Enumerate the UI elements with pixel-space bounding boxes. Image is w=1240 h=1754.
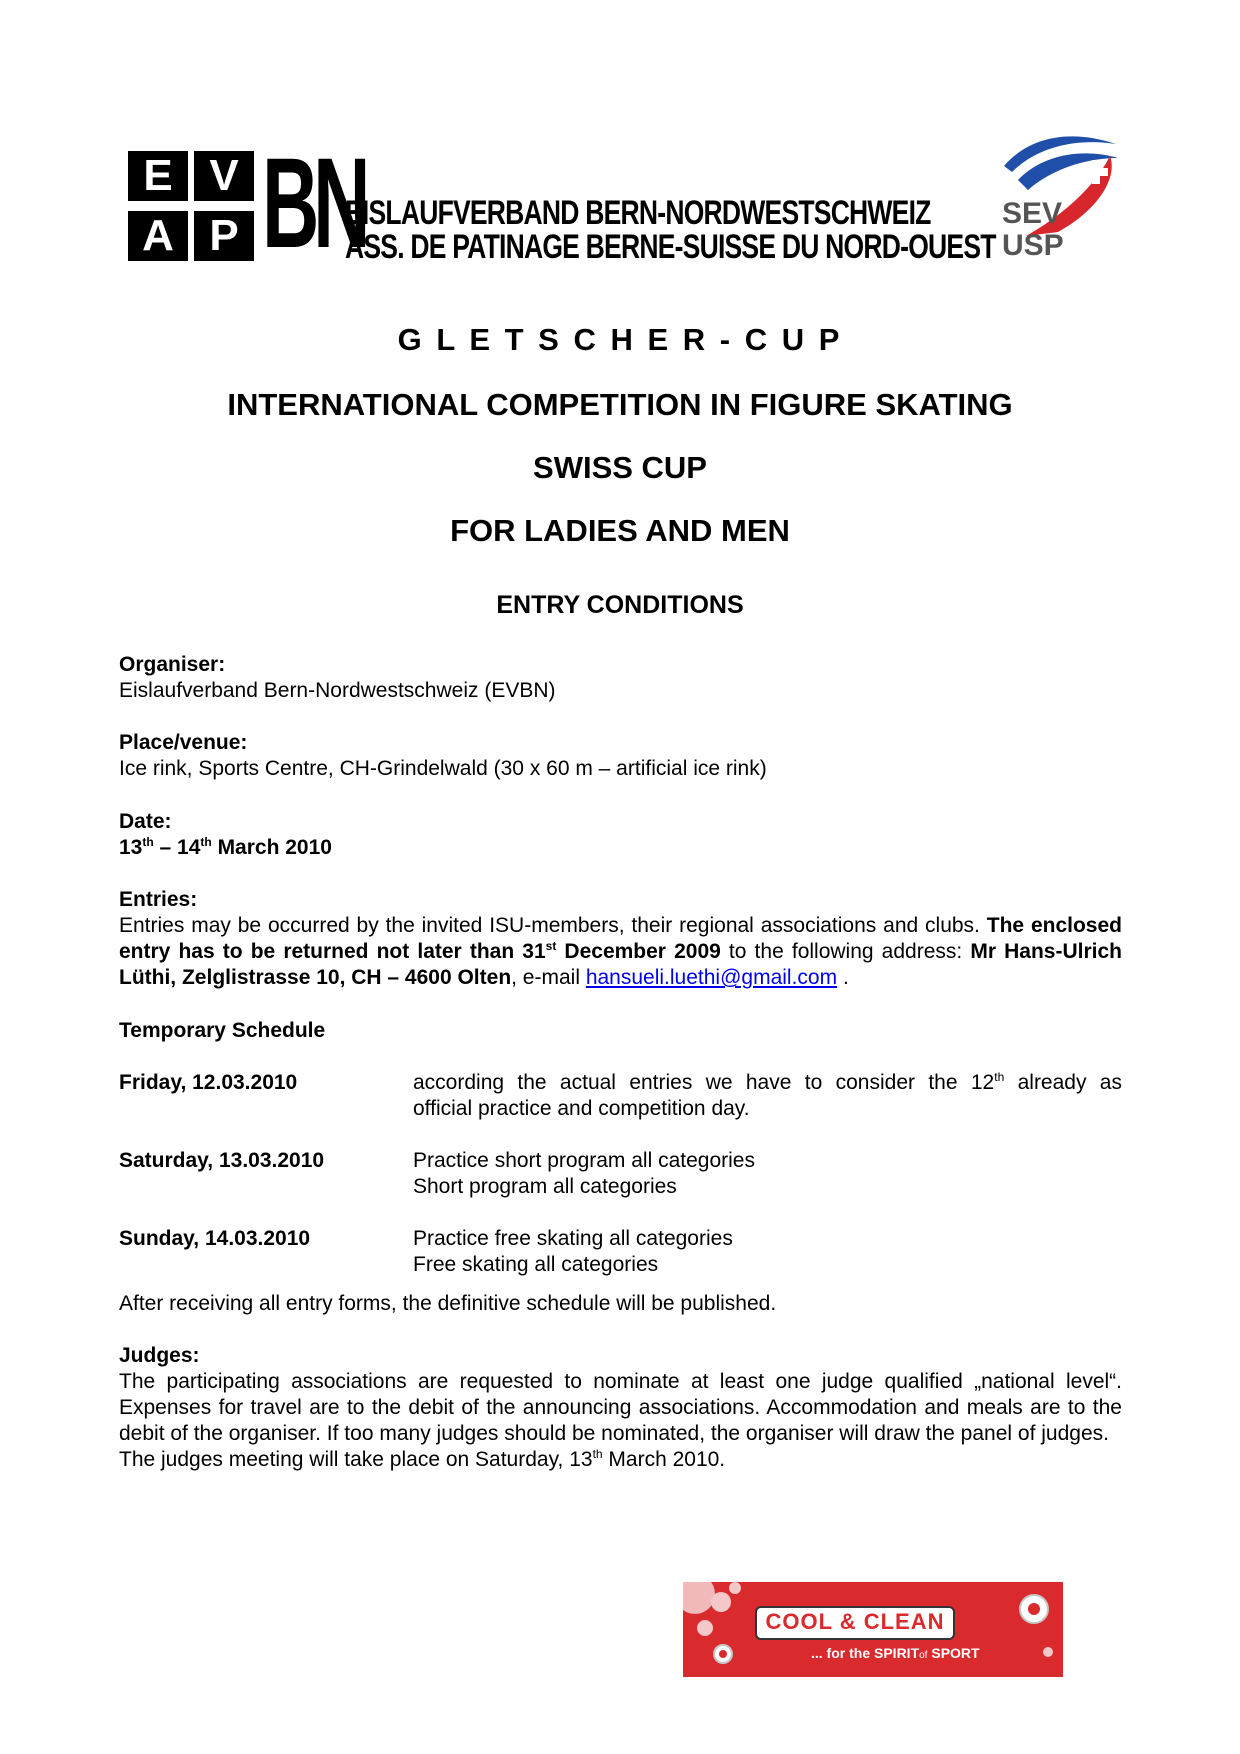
venue-value: Ice rink, Sports Centre, CH-Grindelwald (30 x 60 m – artificial ice rink) (119, 757, 767, 780)
association-name-de: EISLAUFVERBAND BERN-NORDWESTSCHWEIZ (345, 194, 931, 232)
cool-and-clean-logo (683, 1582, 1063, 1677)
judges-text: The participating associations are requested to nominate at least one judge qualified „national level“. Expenses for travel are to the debit of the announcing associations. Accommodation and meals are to the debit of the organiser. If too many judges should be nominated, the organiser will draw the panel of judges. (119, 1370, 1122, 1445)
subtitle-swiss-cup: SWISS CUP (533, 450, 707, 485)
schedule-label: Temporary Schedule (119, 1019, 326, 1042)
date-label: Date: (119, 810, 172, 833)
schedule-day-sunday: Sunday, 14.03.2010 (119, 1227, 311, 1250)
schedule-day-saturday: Saturday, 13.03.2010 (119, 1149, 325, 1172)
section-heading: ENTRY CONDITIONS (496, 591, 744, 619)
sev-text: SEV (1002, 197, 1063, 230)
schedule-day-friday: Friday, 12.03.2010 (119, 1071, 298, 1094)
association-name (345, 196, 996, 264)
evap-letter-e: E (128, 151, 188, 201)
judges-block (119, 1343, 1122, 1473)
evap-letter-v: V (194, 151, 254, 201)
sev-usp-logo (998, 128, 1122, 268)
email-link[interactable]: hansueli.luethi@gmail.com (585, 966, 838, 989)
schedule-saturday-text: Practice short program all categories Short program all categories (413, 1149, 755, 1198)
organiser-label: Organiser: (119, 653, 226, 676)
venue-label: Place/venue: (119, 731, 248, 754)
schedule-sunday-text: Practice free skating all categories Free skating all categories (413, 1227, 733, 1276)
evap-letter-p: P (194, 211, 254, 261)
entries-label: Entries: (119, 888, 198, 911)
usp-text: USP (1002, 229, 1064, 262)
evap-letter-a: A (128, 211, 188, 261)
cool-clean-text: COOL & CLEAN (765, 1609, 945, 1634)
organiser-value: Eislaufverband Bern-Nordwestschweiz (EVBN) (119, 679, 556, 702)
evap-logo (128, 151, 260, 263)
judges-meeting: The judges meeting will take place on Saturday, 13th March 2010. (119, 1447, 726, 1471)
date-value: 13th – 14th March 2010 (119, 835, 332, 859)
schedule-friday-text: according the actual entries we have to consider the 12th already as official practice and competition day. (413, 1070, 1122, 1120)
judges-label: Judges: (119, 1344, 200, 1367)
entries-text: Entries may be occurred by the invited ISU-members, their regional associations and clubs. The enclosed entry has to be returned not later than 31st December 2009 to the following address: Mr Hans-Ulrich Lüthi, Zelglistrasse 10, CH – 4600 Olten, e-mail hansueli.luethi@gmail.com . (119, 914, 1122, 989)
date-block (119, 809, 1122, 861)
subtitle-ladies-men: FOR LADIES AND MEN (450, 513, 790, 548)
entries-block (119, 887, 1122, 991)
organiser-block (119, 652, 1122, 704)
venue-block (119, 730, 1122, 782)
association-name-fr: ASS. DE PATINAGE BERNE-SUISSE DU NORD-OUEST (345, 228, 996, 266)
title: G L E T S C H E R - C U P (397, 322, 843, 357)
cool-clean-tagline: ... for the SPIRITof SPORT (811, 1645, 980, 1661)
schedule-note: After receiving all entry forms, the definitive schedule will be published. (119, 1292, 777, 1315)
bn-logo-text: BN (262, 132, 365, 275)
subtitle-competition: INTERNATIONAL COMPETITION IN FIGURE SKATING (227, 387, 1013, 422)
